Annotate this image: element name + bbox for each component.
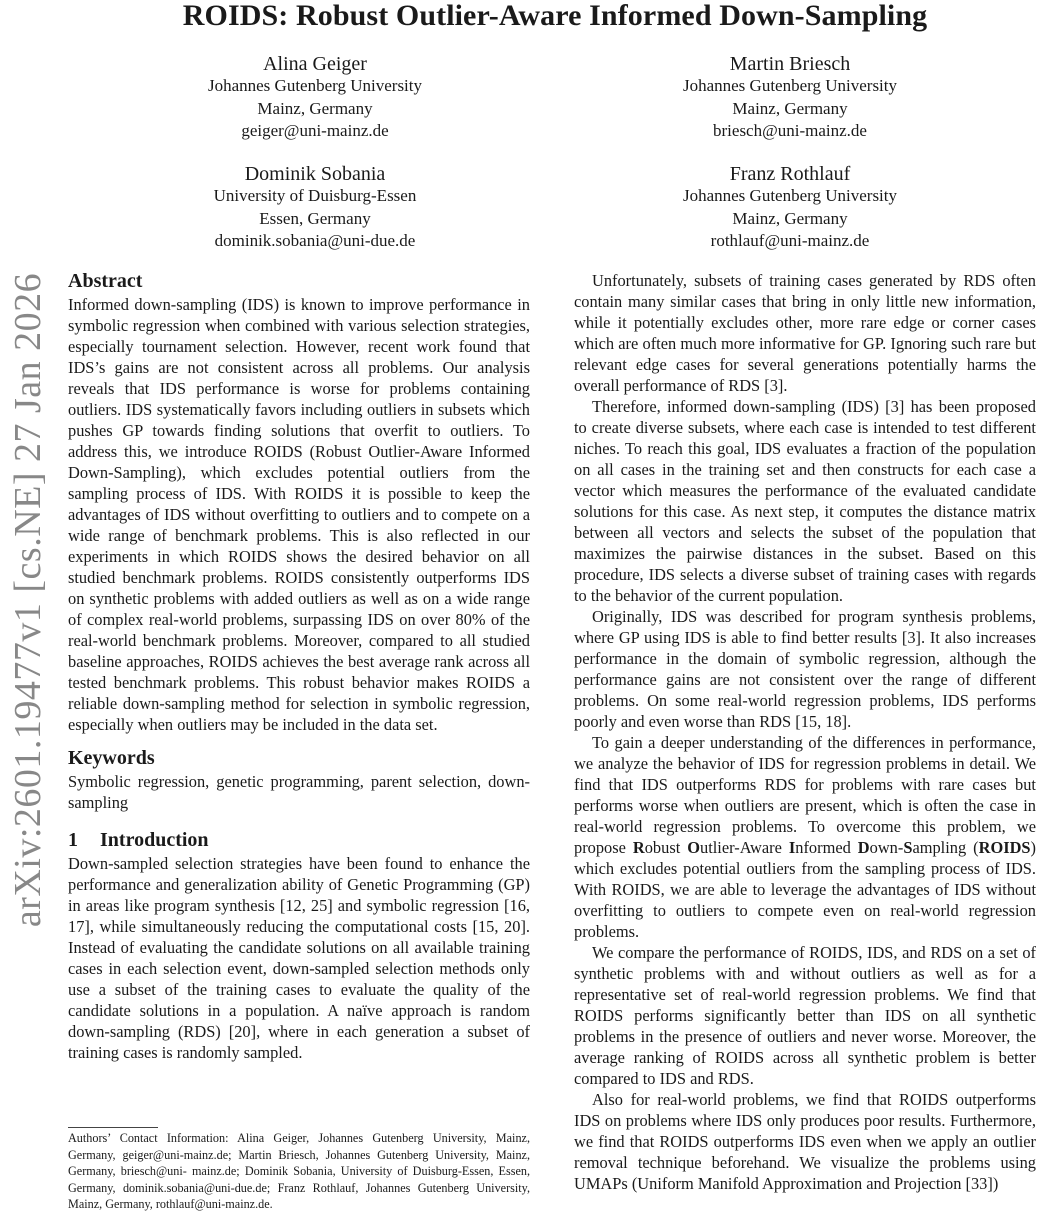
section-heading-introduction [68, 827, 530, 853]
arxiv-identifier: arXiv:2601.19477v1 [cs.NE] 27 Jan 2026 [7, 272, 49, 928]
author-affiliation: Johannes Gutenberg University [207, 76, 423, 95]
section-number: 1 [68, 829, 78, 851]
acronym-close: ) [1030, 838, 1037, 857]
acronym-rest: ampling ( [912, 838, 979, 857]
body-paragraph: Also for real-world problems, we find that ROIDS outperforms IDS on problems where IDS only produces poor results. Furthermore, we find that ROIDS outperforms IDS even when we apply an outlier removal technique beforehand. We visualize the problems using UMAPs (Uniform Manifold Approximation and Projection [33]) [574, 1090, 1036, 1193]
author-email[interactable]: rothlauf@uni-mainz.de [710, 231, 870, 250]
abstract-text: Informed down-sampling (IDS) is known to improve performance in symbolic regression when combined with various selection strategies, especially tournament selection. However, recent work found that IDS’s gains are not consistent across all problems. Our analysis reveals that IDS performance is worse for problems containing outliers. IDS systematically favors including outliers in subsets which pushes GP towards finding solutions that overfit to outliers. To address this, we introduce ROIDS (Robust Outlier-Aware Informed Down-Sampling), which excludes potential outliers from the sampling process of IDS. With ROIDS it is possible to keep the advantages of IDS without overfitting to outliers and to compete on a wide range of benchmark problems. This is also reflected in our experiments in which ROIDS shows the desired behavior on all studied benchmark problems. ROIDS consistently outperforms IDS on synthetic problems with added outliers as well as on a wide range of complex real-world problems, surpassing IDS on over 80% of the real-world benchmark problems. Moreover, compared to all studied baseline approaches, ROIDS achieves the best average rank across all tested benchmark problems. This robust behavior makes ROIDS a reliable down-sampling method for selection in symbolic regression, especially when outliers may be included in the data set. [68, 295, 530, 734]
author-block [665, 52, 915, 143]
author-name: Franz Rothlauf [729, 163, 851, 185]
acronym-letter: R [632, 838, 645, 857]
author-email[interactable]: geiger@uni-mainz.de [241, 121, 389, 140]
keywords-text: Symbolic regression, genetic programming, parent selection, down-sampling [68, 772, 530, 812]
acronym-full: ROIDS [978, 838, 1031, 857]
author-location: Mainz, Germany [732, 98, 848, 118]
author-location: Mainz, Germany [257, 98, 373, 118]
author-location: Mainz, Germany [732, 208, 848, 228]
author-name: Alina Geiger [263, 53, 367, 75]
section-title: Introduction [100, 829, 209, 851]
author-email[interactable]: dominik.sobania@uni-due.de [214, 231, 416, 250]
left-column [68, 268, 530, 1063]
paragraph-text: which excludes potential outliers from the sampling process of IDS. With ROIDS, we are able to leverage the advantages of IDS without overfitting to outliers to compete even on real-world regression problems. [574, 859, 1036, 941]
author-affiliation: Johannes Gutenberg University [682, 186, 898, 205]
intro-paragraph: Down-sampled selection strategies have been found to enhance the performance and generalization ability of Genetic Programming (GP) in areas like program synthesis [12, 25] and symbolic regression [16, 17], while simultaneously reducing the computational costs [15, 20]. Instead of evaluating the candidate solutions on all available training cases in each selection event, down-sampled selection methods only use a subset of the training cases to evaluate the quality of the candidate solutions in a population. A naïve approach is random down-sampling (RDS) [20], where in each generation a subset of training cases is randomly sampled. [68, 854, 530, 1062]
paragraph-text: To gain a deeper understanding of the differences in performance, we analyze the behavior of IDS for regression problems in detail. We find that IDS outperforms RDS for problems with rare cases but performs worse when outliers are present, which is often the case in real-world regression problems. To overcome this problem, we propose [574, 733, 1036, 857]
author-name: Martin Briesch [729, 53, 851, 75]
author-affiliation: University of Duisburg-Essen [213, 186, 417, 205]
body-paragraph-roids-proposal [574, 732, 1036, 942]
acronym-rest: nformed [795, 838, 858, 857]
author-block [665, 162, 915, 253]
author-name: Dominik Sobania [244, 163, 386, 185]
body-paragraph: Originally, IDS was described for program synthesis problems, where GP using IDS is able to find better results [3]. It also increases performance in the domain of symbolic regression, although the performance gains are not consistent over the range of different problems. On some real-world regression problems, IDS performs poorly and even worse than RDS [15, 18]. [574, 607, 1036, 731]
author-email[interactable]: briesch@uni-mainz.de [713, 121, 867, 140]
body-paragraph: We compare the performance of ROIDS, IDS, and RDS on a set of synthetic problems with and without outliers as well as for a representative set of real-world regression problems. We find that ROIDS performs significantly better than IDS on all synthetic problems in the presence of outliers and never worse. Moreover, the average ranking of ROIDS across all synthetic problem is better compared to IDS and RDS. [574, 943, 1036, 1088]
abstract-heading: Abstract [68, 270, 143, 292]
acronym-letter: S [903, 838, 913, 857]
footnote-divider [68, 1127, 158, 1128]
author-block [190, 162, 440, 253]
author-affiliation: Johannes Gutenberg University [682, 76, 898, 95]
acronym-rest: obust [644, 838, 688, 857]
paper-title: ROIDS: Robust Outlier-Aware Informed Down-Sampling [182, 0, 928, 32]
acronym-rest: own- [869, 838, 904, 857]
acronym-rest: utlier-Aware [700, 838, 789, 857]
body-paragraph: Unfortunately, subsets of training cases generated by RDS often contain many similar cases that bring in only little new information, while it potentially excludes other, more rare edge or corner cases which are often much more informative for GP. Ignoring such rare but relevant edge cases for several generations potentially harms the overall performance of RDS [3]. [574, 271, 1036, 395]
acronym-letter: D [857, 838, 870, 857]
author-location: Essen, Germany [259, 208, 371, 228]
keywords-heading: Keywords [68, 747, 155, 769]
acronym-letter: O [687, 838, 700, 857]
author-contact-footnote: Authors’ Contact Information: Alina Geiger, Johannes Gutenberg University, Mainz, Germany, geiger@uni-mainz.de; Martin Briesch, Johannes Gutenberg University, Mainz, Germany, briesch@uni- mainz.de; Dominik Sobania, University of Duisburg-Essen, Essen, Germany, dominik.sobania@uni-due.de; Franz Rothlauf, Johannes Gutenberg University, Mainz, Germany, rothlauf@uni-mainz.de. [68, 1131, 530, 1211]
author-block [195, 52, 435, 143]
acronym-letter: I [788, 838, 796, 857]
body-paragraph: Therefore, informed down-sampling (IDS) [3] has been proposed to create diverse subsets, where each case is intended to test different niches. To reach this goal, IDS evaluates a fraction of the population on all cases in the training set and then constructs for each case a vector which measures the performance of the evaluated candidate solutions for this case. As next step, it computes the distance matrix between all vectors and selects the subset of the population that maximizes the pairwise distances in the subset. Based on this procedure, IDS selects a diverse subset of training cases with regards to the behavior of the current population. [574, 397, 1036, 605]
arxiv-sidebar [0, 0, 50, 1200]
right-column [574, 270, 1036, 1194]
